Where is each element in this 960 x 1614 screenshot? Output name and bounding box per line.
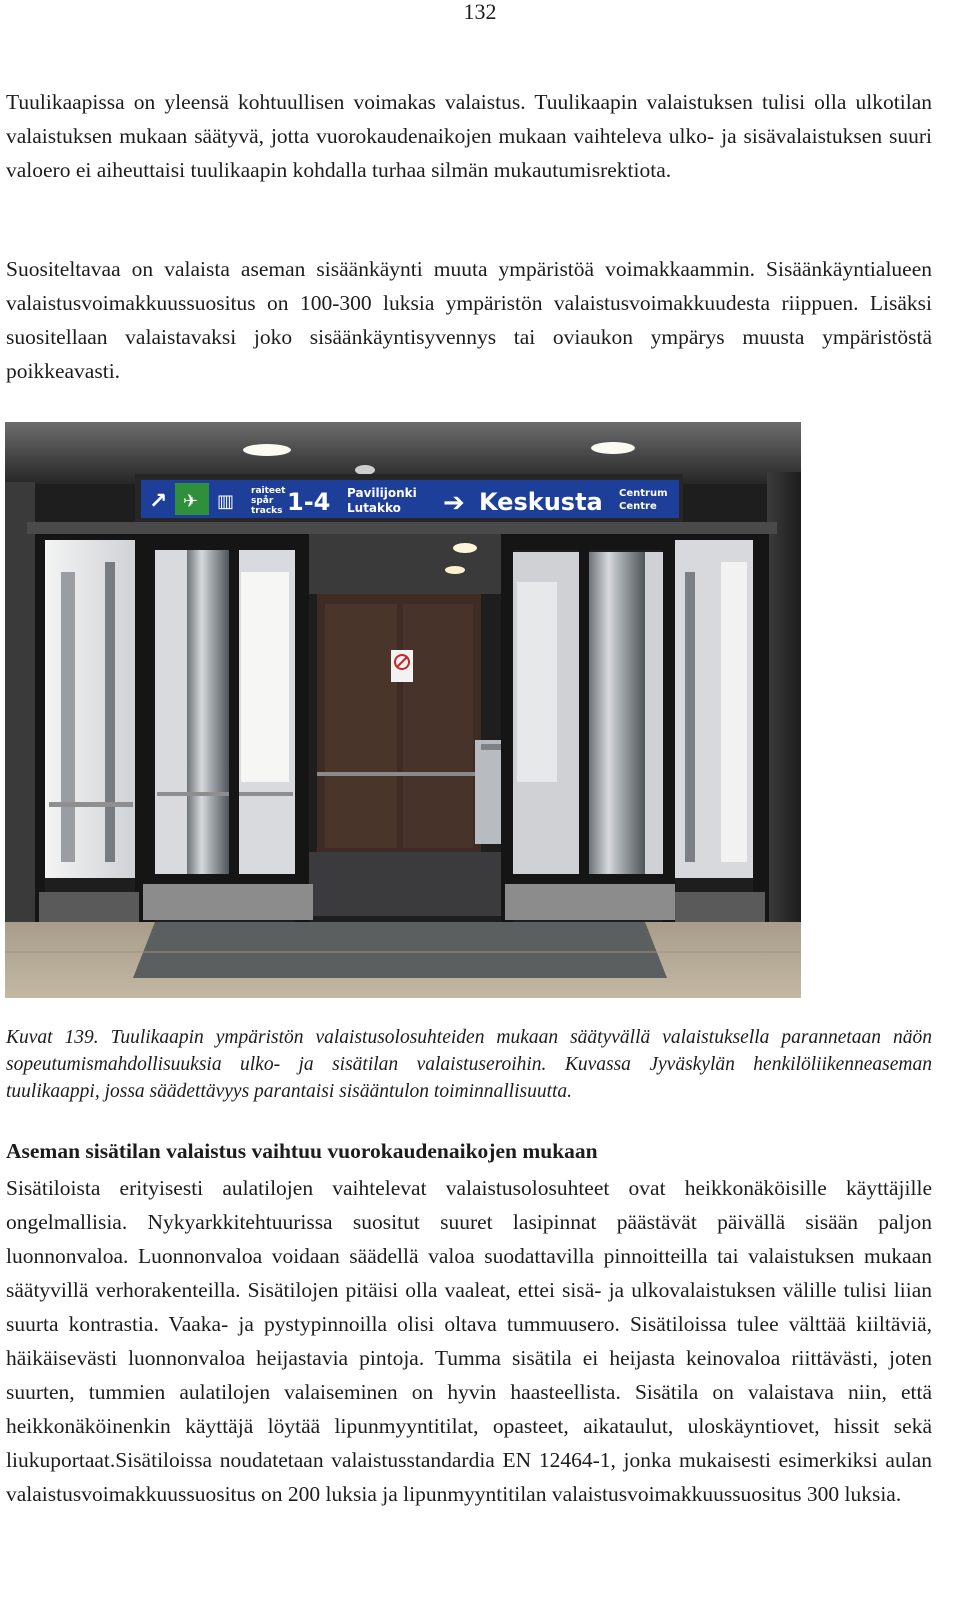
door-frame bbox=[229, 550, 239, 874]
svg-text:✈: ✈ bbox=[183, 491, 199, 512]
door-frame bbox=[579, 550, 589, 874]
door-frame bbox=[153, 874, 307, 884]
door-frame bbox=[511, 874, 665, 884]
kick-plate bbox=[143, 884, 313, 920]
svg-text:↗: ↗ bbox=[149, 489, 168, 514]
door-frame bbox=[501, 534, 675, 550]
inner-corridor-ceiling bbox=[305, 534, 505, 594]
pillar bbox=[589, 552, 645, 874]
sign-small-text: spår bbox=[251, 496, 274, 506]
sign-small-text: Centrum bbox=[619, 488, 668, 499]
sign-line2: Lutakko bbox=[347, 501, 401, 515]
door-frame bbox=[675, 534, 765, 540]
sign-destination: Keskusta bbox=[479, 488, 603, 516]
sign-small-text: raiteet bbox=[251, 486, 286, 496]
ceiling-light bbox=[355, 465, 375, 475]
left-window bbox=[45, 538, 135, 878]
door-frame bbox=[753, 534, 769, 934]
vestibule-photo bbox=[5, 422, 801, 998]
inner-floor bbox=[305, 852, 505, 916]
svg-text:▥: ▥ bbox=[217, 491, 235, 512]
section-heading: Aseman sisätilan valaistus vaihtuu vuorokaudenaikojen mukaan bbox=[6, 1139, 598, 1163]
door-frame bbox=[135, 534, 307, 550]
figure-caption: Kuvat 139. Tuulikaapin ympäristön valaistusolosuhteiden mukaan säätyvällä valaistuksella parannetaan näön sopeutumismahdollisuuksia ulko- ja sisätilan valaistuseroihin. Kuvassa Jyväskylän henkilöliikenneaseman tuulikaappi, jossa säädettävyys parantaisi sisääntulon toiminnallisuutta. bbox=[6, 1027, 932, 1102]
kick-plate bbox=[39, 892, 139, 922]
inner-wall-panel bbox=[403, 604, 473, 848]
kick-plate bbox=[505, 884, 675, 920]
sign-small-text: Centre bbox=[619, 501, 657, 512]
sign-platforms: 1-4 bbox=[287, 488, 331, 516]
handrail bbox=[317, 772, 481, 776]
kick-plate bbox=[675, 892, 765, 922]
inner-wall-panel bbox=[325, 604, 397, 848]
corridor-light bbox=[453, 543, 477, 553]
sign-small-text: tracks bbox=[251, 506, 283, 516]
entrance-mat bbox=[133, 922, 667, 978]
paragraph-interior-lighting: Sisätiloista erityisesti aulatilojen vaihtelevat valaistusolosuhteet ovat heikkonäköisille käyttäjille ongelmallisia. Nykyarkkitehtuurissa suositut suuret lasipinnat päästävät päivällä sisään paljon luonnonvaloa. Luonnonvaloa voidaan säädellä valoa suodattavilla pinnoitteilla tai valaistuksen mukaan säätyvillä verhorakenteilla. Sisätilojen pitäisi olla vaaleat, ettei sisä- ja ulkovalaistuksen välille tulisi liian suurta kontrastia. Vaaka- ja pystypinnoilla olisi oltava tummuusero. Sisätiloissa tulee välttää kiiltäviä, häikäisevästi luonnonvaloa heijastavia pintoja. Tumma sisätila ei heijasta keinovaloa riittävästi, joten suurten, tummien aulatilojen valaiseminen on hyvin haasteellista. Sisätila on valaistava niin, että heikkonäköinenkin käyttäjä löytää lipunmyyntitilat, opasteet, aikataulut, uloskäyntiovet, hissit sekä liukuportaat.Sisätiloissa noudatetaan valaistusstandardia EN 12464-1, jonka mukaisesti esimerkiksi aulan valaistusvoimakkuussuositus on 200 luksia ja lipunmyyntitilan valaistusvoimakkuussuositus 300 luksia. bbox=[6, 1176, 932, 1506]
door-frame bbox=[35, 534, 45, 934]
corridor-light bbox=[445, 566, 465, 574]
sign-line1: Pavilijonki bbox=[347, 486, 417, 500]
paragraph-entrance-lighting: Suositeltavaa on valaista aseman sisäänkäynti muuta ympäristöä voimakkaammin. Sisäänkäyntialueen valaistusvoimakkuussuositus on 100-300 luksia ympäristön valaistusvoimakkuudesta riippuen. Lisäksi suositellaan valaistavaksi joko sisäänkäyntisyvennys tai oviaukon ympärys muusta ympäristöstä poikkeavasti. bbox=[6, 257, 932, 383]
door-frame bbox=[135, 534, 155, 934]
page-number: 132 bbox=[463, 0, 497, 24]
pillar bbox=[187, 550, 229, 874]
paragraph-vestibule-lighting: Tuulikaapissa on yleensä kohtuullisen voimakas valaistus. Tuulikaapin valaistuksen tulisi olla ulkotilan valaistuksen mukaan säätyvä, jotta vuorokaudenaikojen mukaan vaihteleva ulko- ja sisävalaistuksen suuri valoero ei aiheuttaisi tuulikaapin kohdalla turhaa silmän mukautumisrektiota. bbox=[6, 90, 932, 182]
ceiling-light bbox=[591, 442, 635, 454]
right-wall bbox=[767, 472, 801, 938]
ceiling-light bbox=[243, 444, 291, 456]
left-wall bbox=[5, 482, 35, 938]
arrow-right-icon: ➔ bbox=[443, 488, 465, 518]
door-header bbox=[27, 522, 777, 534]
door-frame bbox=[35, 534, 135, 540]
